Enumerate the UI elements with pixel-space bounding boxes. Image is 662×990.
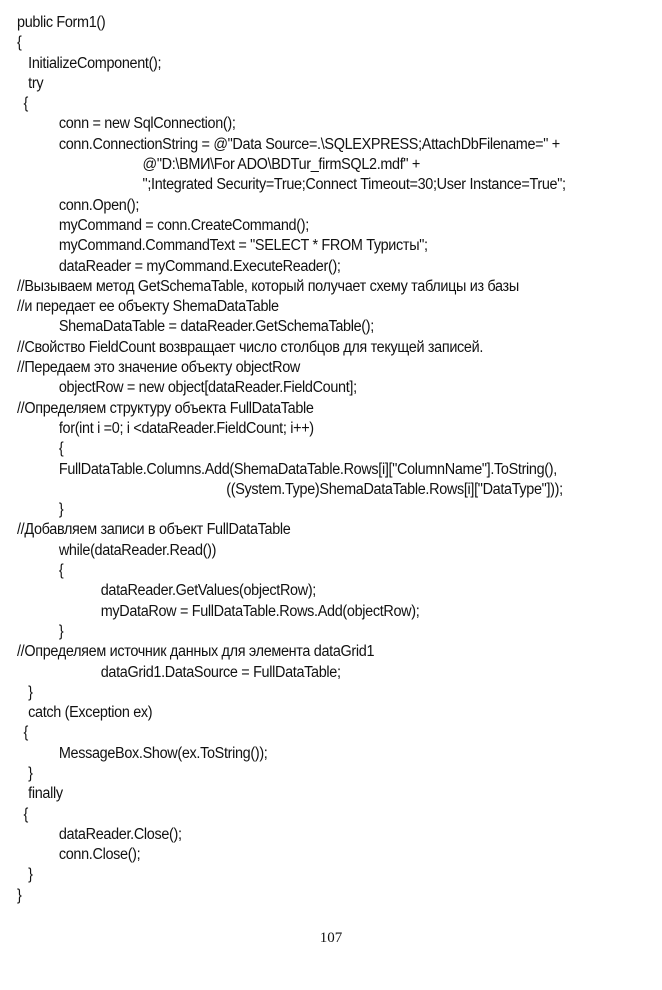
code-line: { [58,562,64,580]
code-line: } [28,683,33,701]
code-line: //Определяем структуру объекта FullDataTable [17,399,314,417]
code-line: { [17,34,22,52]
code-line: public Form1() [17,14,106,31]
code-line: } [28,764,33,782]
code-line: dataReader.Close(); [58,825,182,843]
code-line: { [23,724,29,742]
code-line: //Определяем источник данных для элемента dataGrid1 [17,643,375,661]
code-line: MessageBox.Show(ex.ToString()); [58,744,268,762]
code-line: ((System.Type)ShemaDataTable.Rows[i]["DataType"])); [226,480,563,498]
code-line: //и передает ее объекту ShemaDataTable [17,298,279,316]
code-line: } [17,886,22,904]
code-line: //Передаем это значение объекту objectRow [17,359,301,377]
code-line: dataReader = myCommand.ExecuteReader(); [58,257,341,275]
code-line: conn.Close(); [58,846,141,864]
code-line: finally [28,785,63,803]
code-line: } [58,501,64,519]
code-line: for(int i =0; i <dataReader.FieldCount; i++) [58,419,314,437]
code-line: //Добавляем записи в объект FullDataTable [17,521,291,539]
code-line: myDataRow = FullDataTable.Rows.Add(objectRow); [100,602,420,620]
code-line: } [58,622,64,640]
code-line: dataGrid1.DataSource = FullDataTable; [100,663,341,681]
code-line: { [23,95,29,113]
code-line: conn.Open(); [58,196,140,214]
code-line: ShemaDataTable = dataReader.GetSchemaTable(); [58,318,374,336]
code-line: conn.ConnectionString = @"Data Source=.\SQLEXPRESS;AttachDbFilename=" + [58,135,560,153]
code-line: //Вызываем метод GetSchemaTable, который получает схему таблицы из базы [17,277,519,295]
code-listing [17,13,657,906]
code-line: FullDataTable.Columns.Add(ShemaDataTable.Rows[i]["ColumnName"].ToString(), [58,460,557,478]
page-number: 107 [319,930,343,946]
code-line: conn = new SqlConnection(); [58,115,236,133]
code-line: } [28,866,33,884]
code-line: { [58,440,64,458]
code-line: //Свойство FieldCount возвращает число столбцов для текущей записей. [17,338,484,356]
code-line: catch (Exception ex) [28,704,153,722]
code-line: objectRow = new object[dataReader.FieldCount]; [58,379,357,397]
code-line: { [23,805,29,823]
code-line: dataReader.GetValues(objectRow); [100,582,316,600]
code-line: while(dataReader.Read()) [58,541,217,559]
code-line: ";Integrated Security=True;Connect Timeout=30;User Instance=True"; [142,176,566,194]
code-line: InitializeComponent(); [28,54,162,72]
code-line: @"D:\ВМИ\For ADO\BDTur_firmSQL2.mdf" + [142,156,420,174]
code-line: myCommand.CommandText = "SELECT * FROM Туристы"; [58,237,428,255]
code-line: myCommand = conn.CreateCommand(); [58,216,309,234]
code-line: try [28,74,44,92]
